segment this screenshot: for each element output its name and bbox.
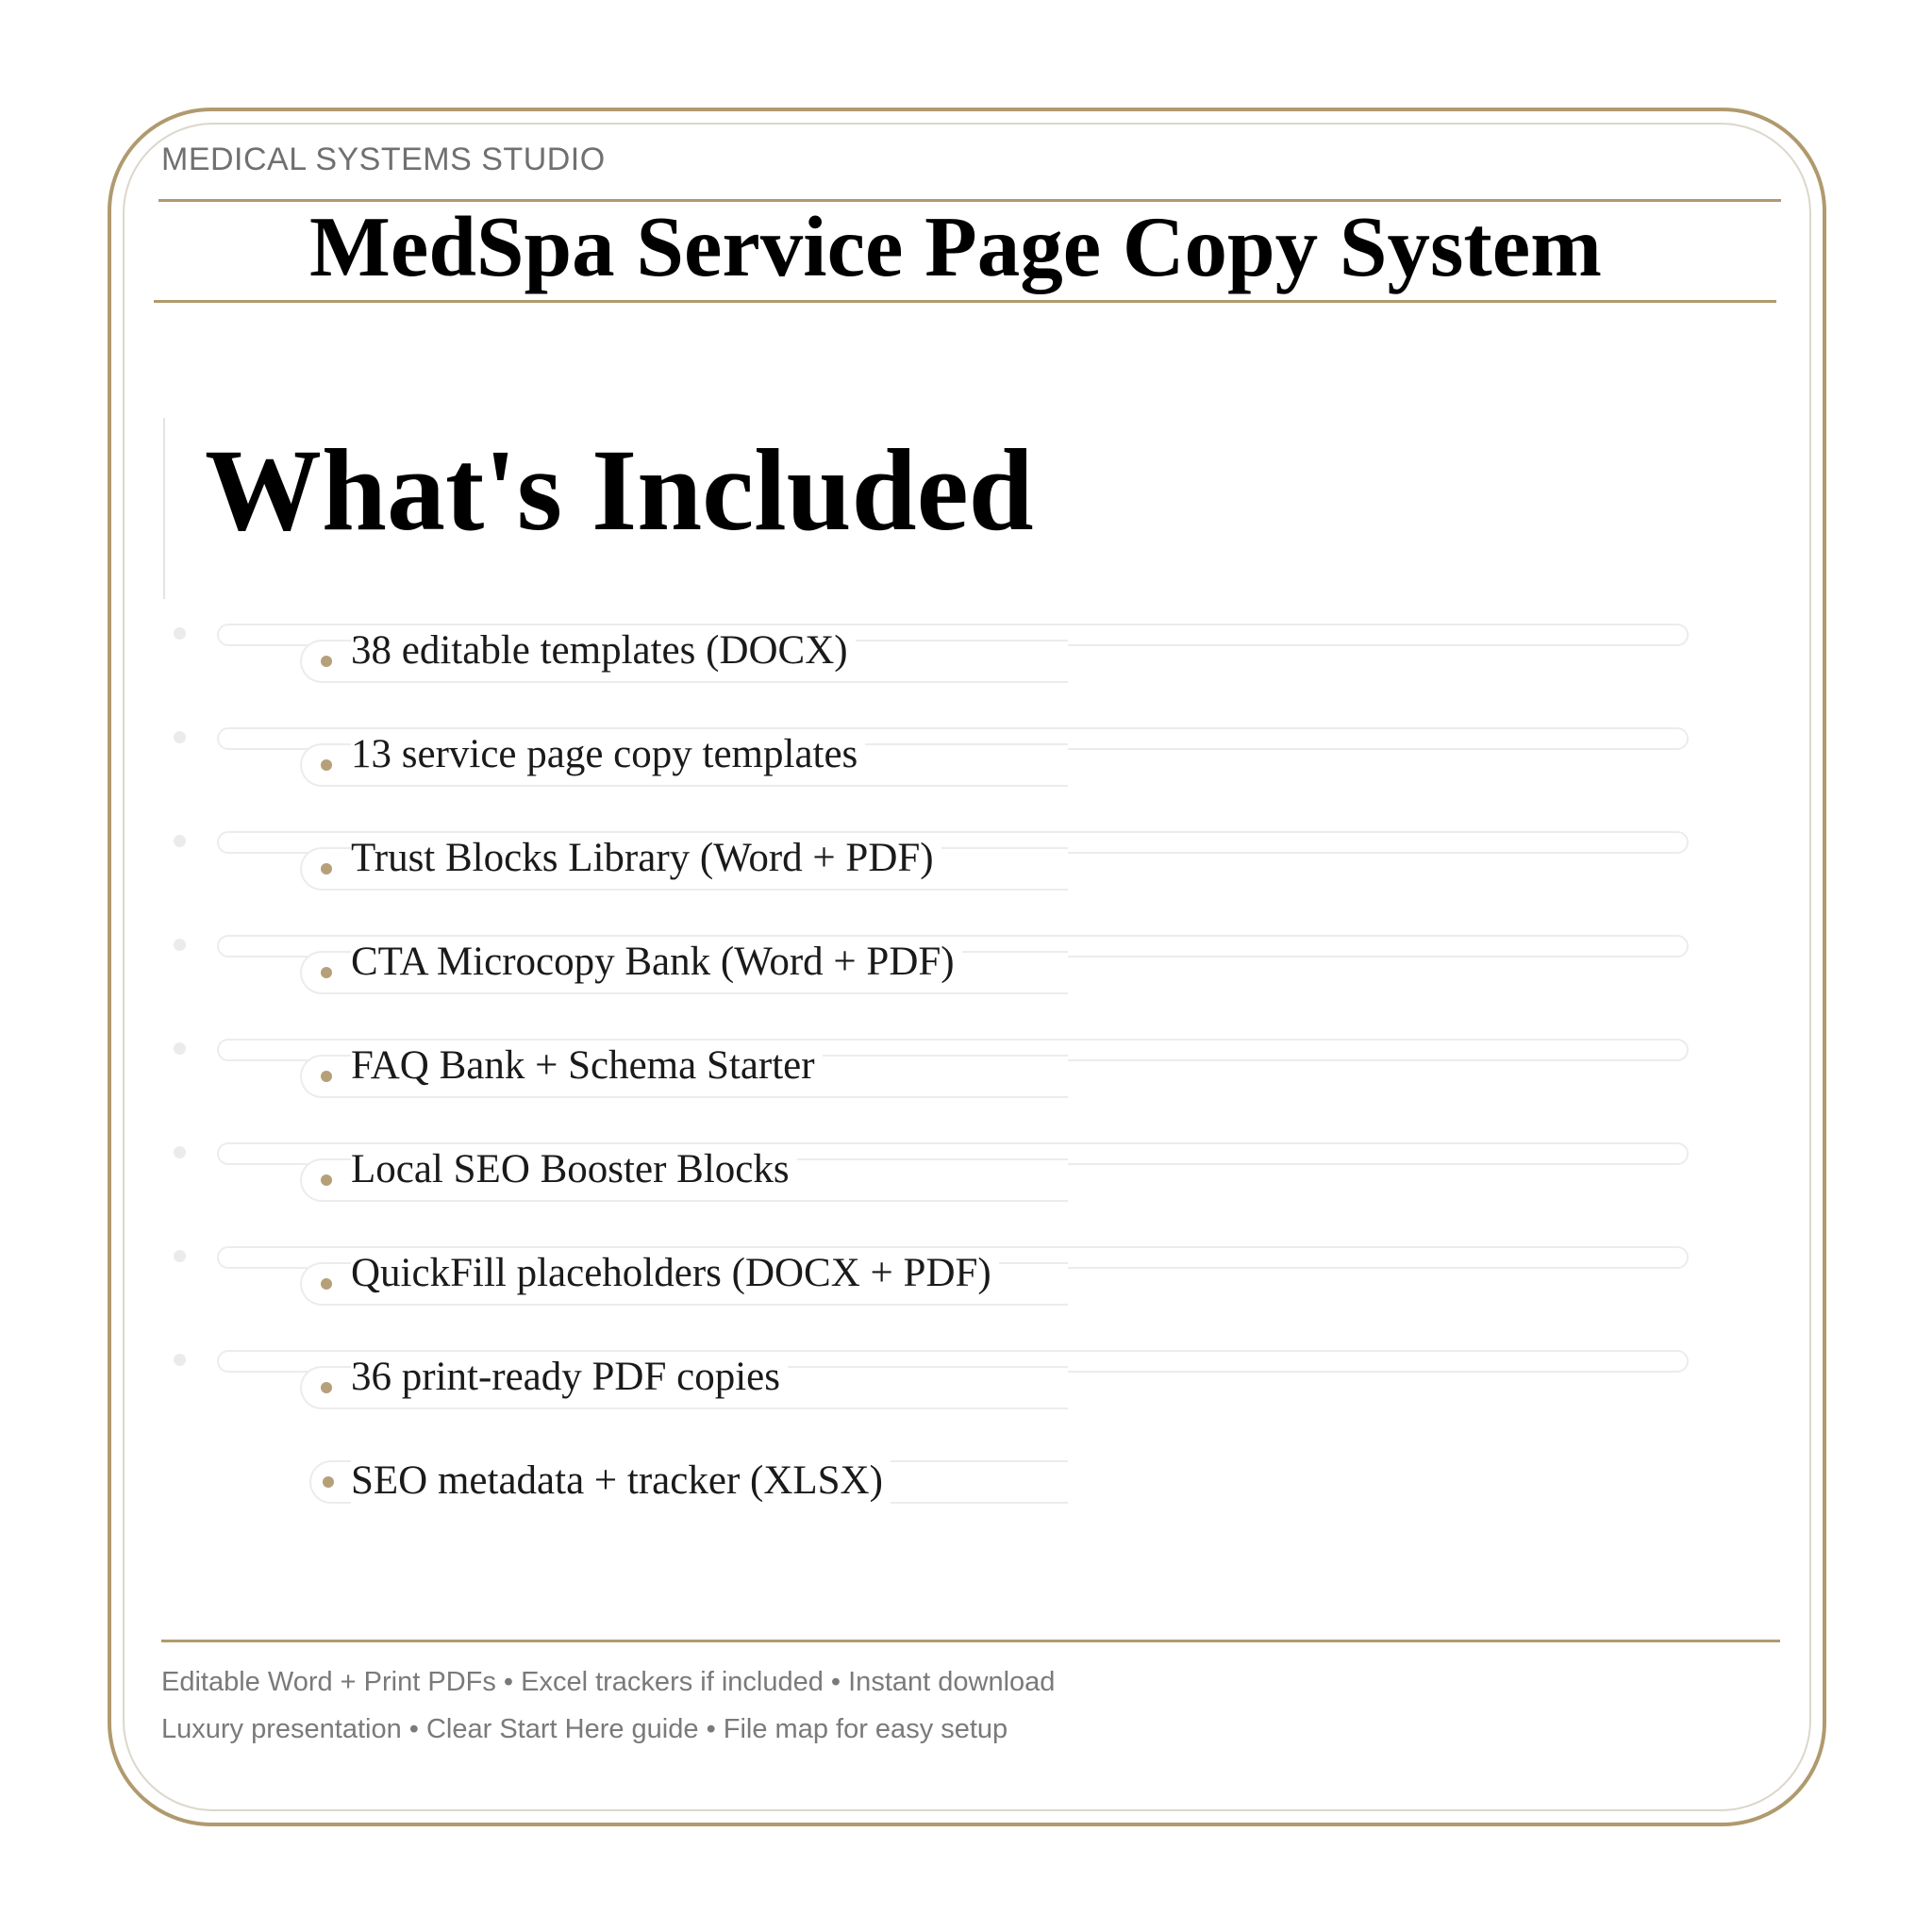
list-item-label: FAQ Bank + Schema Starter	[351, 1042, 823, 1090]
footer-note-1: Editable Word + Print PDFs • Excel trackers if included • Instant download	[161, 1667, 1056, 1697]
ghost-bullet-icon	[174, 1354, 186, 1366]
list-item-label: Trust Blocks Library (Word + PDF)	[351, 835, 941, 882]
bullet-icon	[321, 759, 332, 771]
ghost-bullet-icon	[174, 939, 186, 951]
section-accent-bar	[163, 418, 165, 599]
ghost-bullet-icon	[174, 1146, 186, 1158]
list-item-label: CTA Microcopy Bank (Word + PDF)	[351, 939, 962, 986]
footer-note-2: Luxury presentation • Clear Start Here guide • File map for easy setup	[161, 1714, 1008, 1744]
bullet-icon	[321, 1382, 332, 1393]
list-item-label: SEO metadata + tracker (XLSX)	[351, 1457, 891, 1505]
bullet-icon	[321, 656, 332, 667]
footer-divider	[161, 1640, 1780, 1642]
bullet-icon	[321, 1174, 332, 1186]
bullet-icon	[321, 967, 332, 978]
bullet-icon	[321, 1071, 332, 1082]
list-item-label: 13 service page copy templates	[351, 731, 865, 778]
ghost-bullet-icon	[174, 731, 186, 743]
bullet-icon	[323, 1476, 334, 1488]
bullet-icon	[321, 863, 332, 874]
ghost-bullet-icon	[174, 1042, 186, 1055]
brand-label: MEDICAL SYSTEMS STUDIO	[161, 142, 606, 177]
title-divider	[154, 300, 1776, 303]
ghost-bullet-icon	[174, 627, 186, 640]
bullet-icon	[321, 1278, 332, 1290]
ghost-bullet-icon	[174, 1250, 186, 1262]
list-item-label: Local SEO Booster Blocks	[351, 1146, 797, 1193]
page-title: MedSpa Service Page Copy System	[309, 199, 1602, 294]
section-heading: What's Included	[205, 425, 1034, 555]
list-item-label: 38 editable templates (DOCX)	[351, 627, 856, 675]
ghost-bullet-icon	[174, 835, 186, 847]
list-item-label: QuickFill placeholders (DOCX + PDF)	[351, 1250, 999, 1297]
list-item-label: 36 print-ready PDF copies	[351, 1354, 788, 1401]
